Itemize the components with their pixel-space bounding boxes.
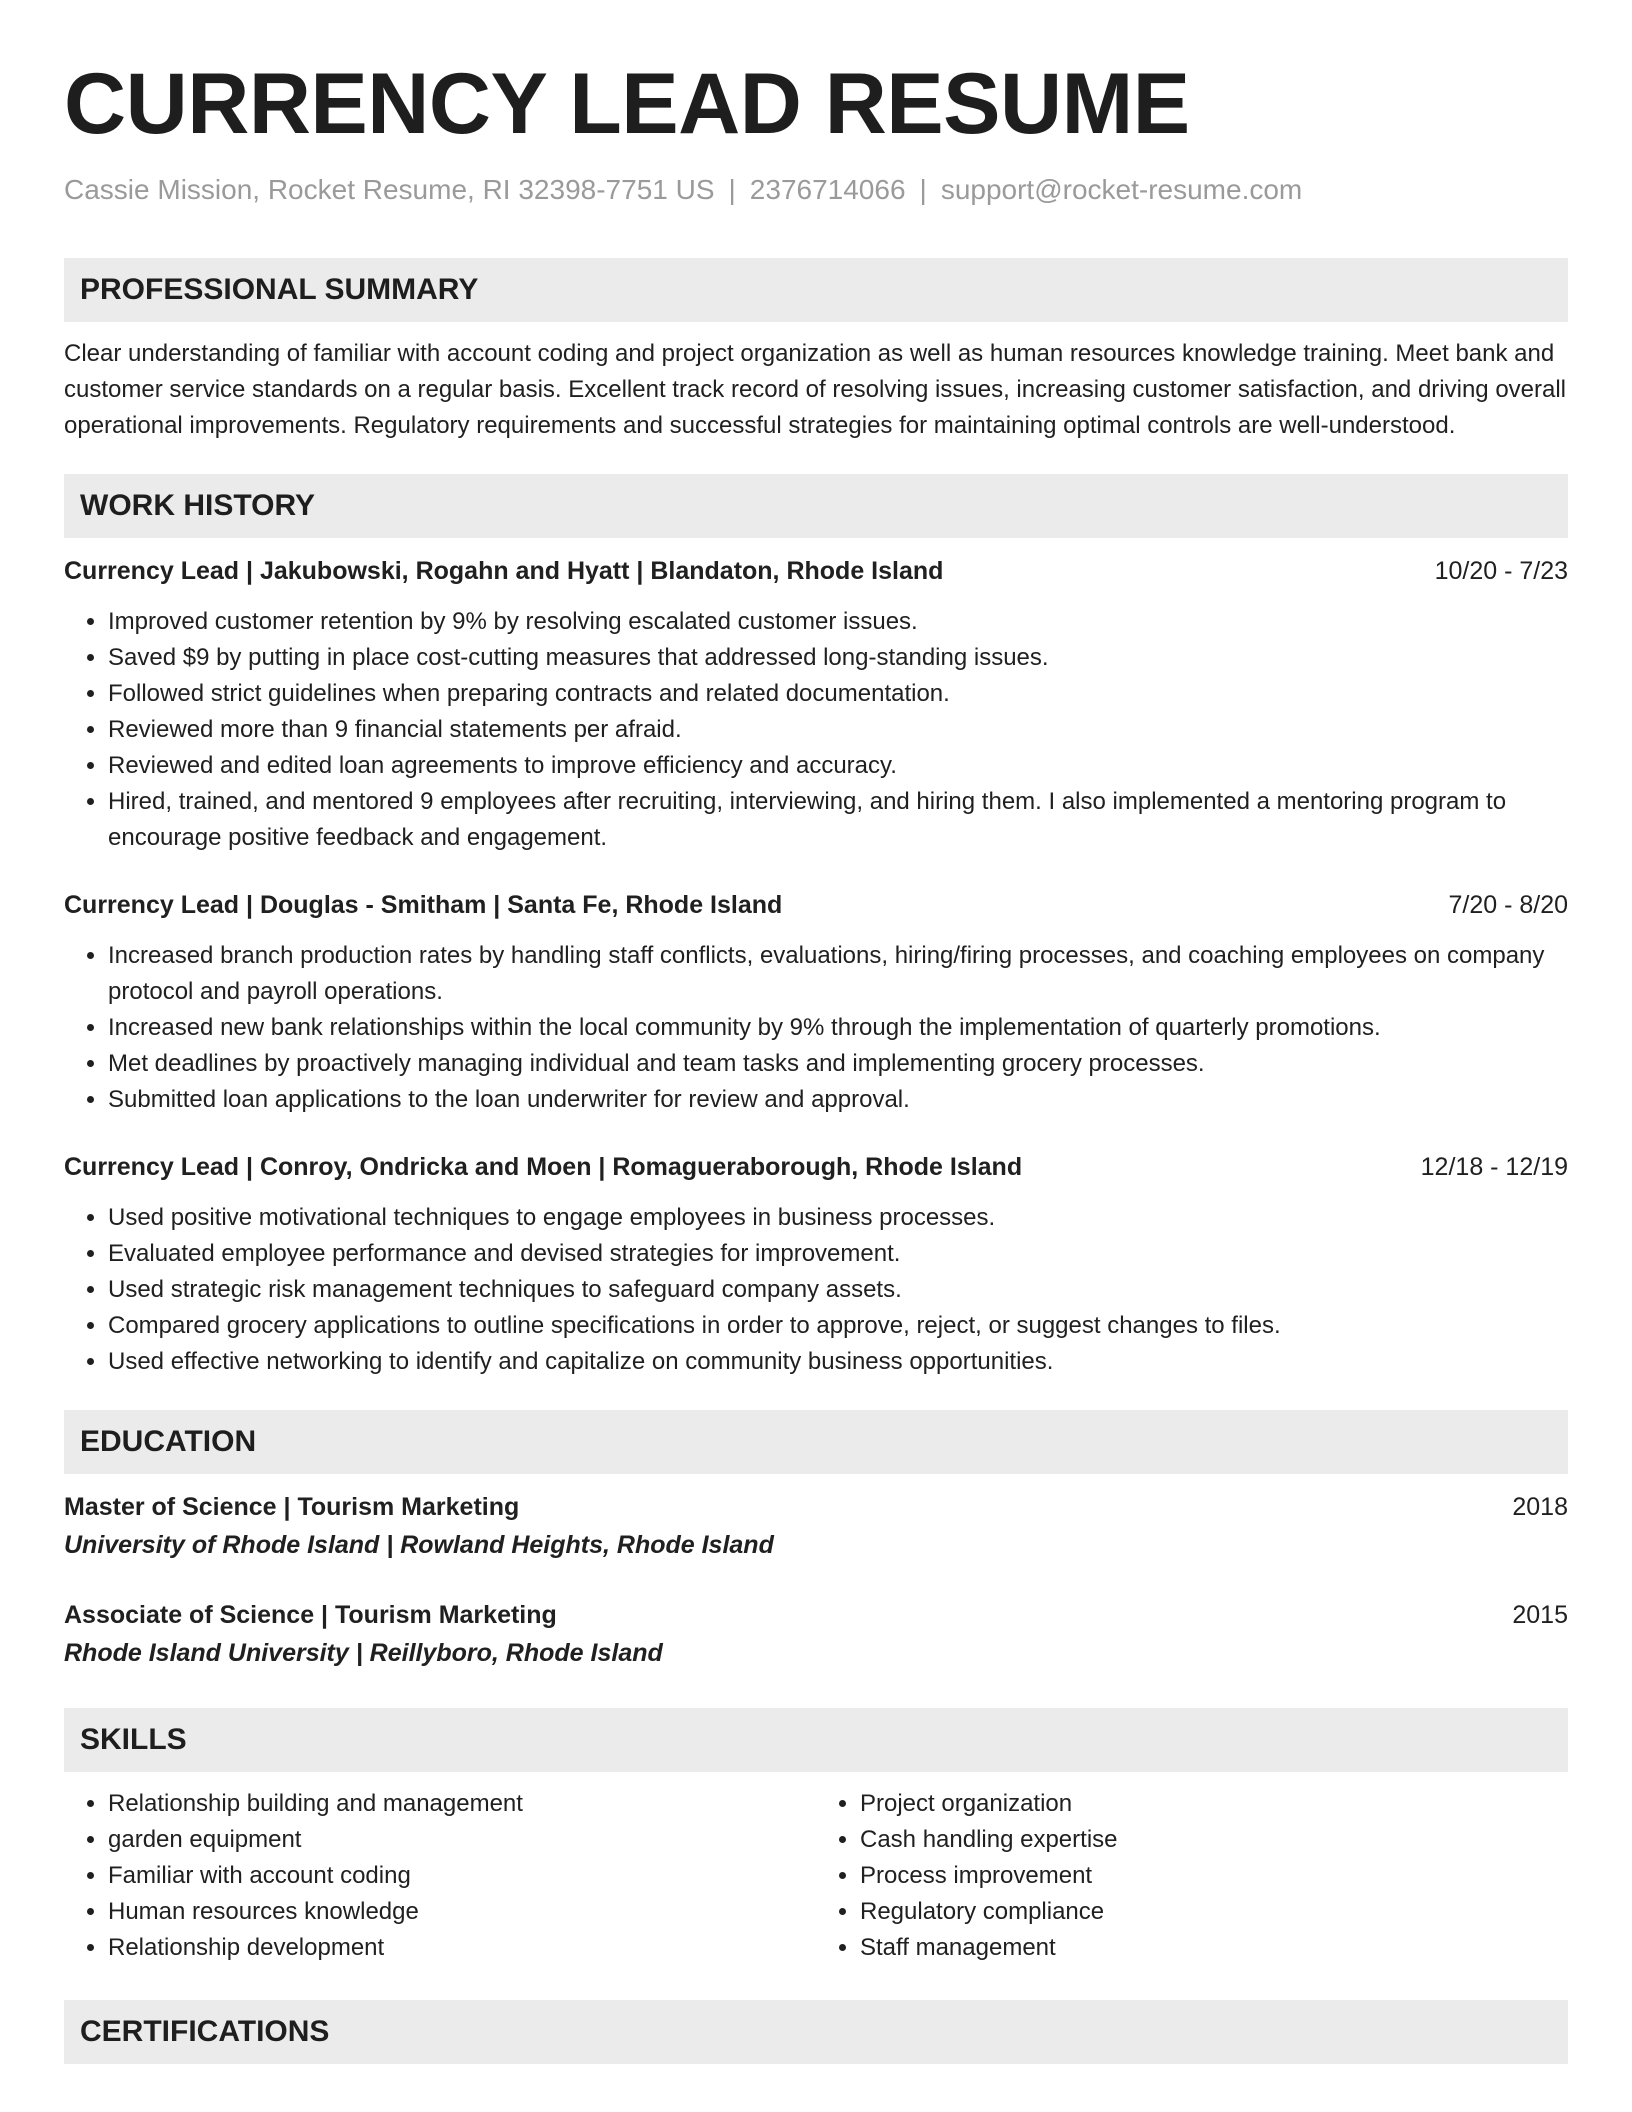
job-header	[64, 886, 1568, 924]
job-header	[64, 552, 1568, 590]
education-header	[64, 1488, 1568, 1526]
job-bullets	[64, 1200, 1568, 1380]
job-title: Currency Lead | Conroy, Ondricka and Moen | Romagueraborough, Rhode Island	[64, 1153, 1023, 1181]
job-dates: 12/18 - 12/19	[1420, 1153, 1568, 1181]
contact-email: support@rocket-resume.com	[940, 174, 1303, 205]
education-header	[64, 1596, 1568, 1634]
skill-item: • Relationship building and management	[108, 1786, 816, 1822]
skill-item: • Regulatory compliance	[860, 1894, 1568, 1930]
job-dates: 10/20 - 7/23	[1434, 557, 1568, 585]
education-school: Rhode Island University | Reillyboro, Rhode Island	[64, 1639, 663, 1667]
bullet-item: • Increased new bank relationships within the local community by 9% through the implementation of quarterly promotions.	[108, 1010, 1568, 1046]
bullet-item: • Met deadlines by proactively managing individual and team tasks and implementing grocery processes.	[108, 1046, 1568, 1082]
skill-item: • Relationship development	[108, 1930, 816, 1966]
section-title: WORK HISTORY	[80, 489, 316, 522]
bullet-item: • Reviewed more than 9 financial statements per afraid.	[108, 712, 1568, 748]
contact-separator: |	[919, 174, 927, 205]
job-entry	[64, 552, 1568, 856]
section-header-work-history	[64, 474, 1568, 538]
job-entry	[64, 1148, 1568, 1380]
contact-line	[64, 172, 1568, 208]
education-year: 2015	[1512, 1601, 1568, 1629]
skill-item: • Human resources knowledge	[108, 1894, 816, 1930]
skill-item: • Project organization	[860, 1786, 1568, 1822]
job-bullets	[64, 604, 1568, 856]
skills-column-left	[64, 1786, 816, 1966]
education-year: 2018	[1512, 1493, 1568, 1521]
section-title: PROFESSIONAL SUMMARY	[80, 273, 479, 306]
job-title: Currency Lead | Jakubowski, Rogahn and Hyatt | Blandaton, Rhode Island	[64, 557, 944, 585]
skills-list	[64, 1786, 1568, 1966]
job-header	[64, 1148, 1568, 1186]
bullet-item: • Used strategic risk management techniques to safeguard company assets.	[108, 1272, 1568, 1308]
skill-item: • Staff management	[860, 1930, 1568, 1966]
job-title: Currency Lead | Douglas - Smitham | Santa Fe, Rhode Island	[64, 891, 783, 919]
job-dates: 7/20 - 8/20	[1448, 891, 1568, 919]
skills-column-right	[816, 1786, 1568, 1966]
contact-phone: 2376714066	[749, 174, 906, 205]
skill-item: • Cash handling expertise	[860, 1822, 1568, 1858]
section-title: CERTIFICATIONS	[80, 2015, 330, 2048]
bullet-item: • Used positive motivational techniques to engage employees in business processes.	[108, 1200, 1568, 1236]
job-bullets	[64, 938, 1568, 1118]
contact-address: Cassie Mission, Rocket Resume, RI 32398-7751 US	[64, 174, 715, 205]
section-header-certifications	[64, 2000, 1568, 2064]
bullet-item: • Submitted loan applications to the loan underwriter for review and approval.	[108, 1082, 1568, 1118]
education-degree: Associate of Science | Tourism Marketing	[64, 1601, 557, 1629]
section-header-skills	[64, 1708, 1568, 1772]
section-title: SKILLS	[80, 1723, 187, 1756]
bullet-item: • Followed strict guidelines when preparing contracts and related documentation.	[108, 676, 1568, 712]
summary-text: Clear understanding of familiar with account coding and project organization as well as human resources knowledge training. Meet bank and customer service standards on a regular basis. Excellent track record of resolving issues, increasing customer satisfaction, and driving overall operational improvements. Regulatory requirements and successful strategies for maintaining optimal controls are well-understood.	[64, 340, 1567, 439]
section-title: EDUCATION	[80, 1425, 257, 1458]
bullet-item: • Saved $9 by putting in place cost-cutting measures that addressed long-standing issues.	[108, 640, 1568, 676]
education-entry	[64, 1596, 1568, 1672]
skill-item: • garden equipment	[108, 1822, 816, 1858]
skill-item: • Familiar with account coding	[108, 1858, 816, 1894]
resume-title: CURRENCY LEAD RESUME	[64, 56, 1190, 152]
bullet-item: • Improved customer retention by 9% by resolving escalated customer issues.	[108, 604, 1568, 640]
bullet-item: • Compared grocery applications to outline specifications in order to approve, reject, or suggest changes to files.	[108, 1308, 1568, 1344]
bullet-item: • Used effective networking to identify and capitalize on community business opportunities.	[108, 1344, 1568, 1380]
bullet-item: • Hired, trained, and mentored 9 employees after recruiting, interviewing, and hiring them. I also implemented a mentoring program to encourage positive feedback and engagement.	[108, 784, 1568, 856]
bullet-item: • Evaluated employee performance and devised strategies for improvement.	[108, 1236, 1568, 1272]
education-entry	[64, 1488, 1568, 1564]
resume-content	[64, 54, 1568, 2064]
job-entry	[64, 886, 1568, 1118]
section-header-summary	[64, 258, 1568, 322]
education-degree: Master of Science | Tourism Marketing	[64, 1493, 520, 1521]
skill-item: • Process improvement	[860, 1858, 1568, 1894]
bullet-item: • Increased branch production rates by handling staff conflicts, evaluations, hiring/firing processes, and coaching employees on company protocol and payroll operations.	[108, 938, 1568, 1010]
section-header-education	[64, 1410, 1568, 1474]
bullet-item: • Reviewed and edited loan agreements to improve efficiency and accuracy.	[108, 748, 1568, 784]
contact-separator: |	[728, 174, 736, 205]
education-school: University of Rhode Island | Rowland Heights, Rhode Island	[64, 1531, 774, 1559]
